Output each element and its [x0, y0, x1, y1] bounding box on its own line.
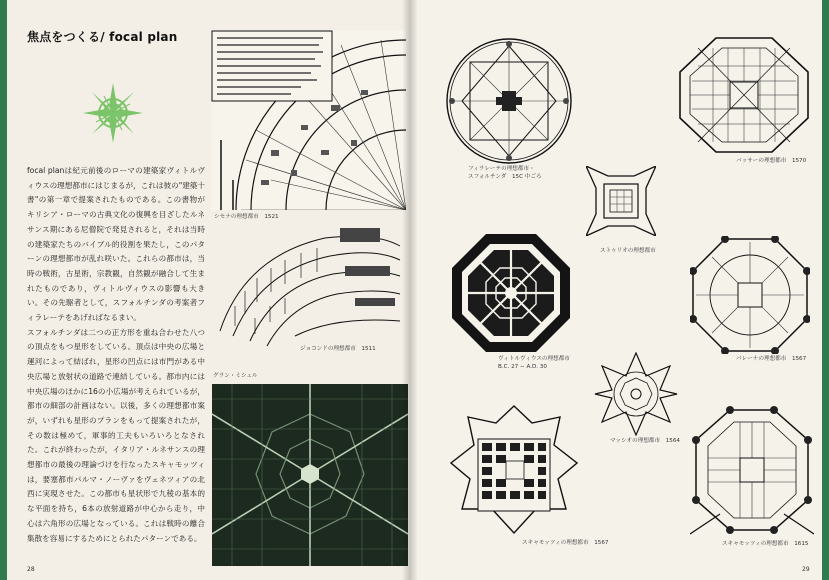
filarete-caption: フィラレーテの理想都市・ スフォルチンダ 15C 中ごろ — [468, 166, 542, 180]
right-edge-strip — [822, 0, 829, 580]
top-right-caption: バッサーの理想都市 1570 — [736, 158, 807, 164]
bottom-left-caption: スキャモッツィの理想都市 1567 — [522, 540, 609, 546]
square-fort-plan-figure — [586, 166, 656, 236]
vitruvius-caption: ヴィトルヴィウスの理想都市 B.C. 27 − A.D. 30 — [498, 356, 570, 370]
vitruvius-plan-figure — [450, 232, 572, 354]
small-star-plan-figure — [594, 352, 678, 436]
body-paragraph-2: スフォルチンダは二つの正方形を重ね合わせた八つの頂点をもつ星形をしている。頂点は中央の広場と運河によって結ばれ，星形の凹点には市門がある中央広場と放射状の道路で連結している。都市内には中央広場のほかに16の小広場が考えられているが，都市の細部の計画はない。以後，多くの理想都市案が，いずれも星形のプランをもって提案されたが，その数は極めて，軍事的工夫もいろいろとなされた。これが終わったが，イタリア・ルネサンスの理想都市の最後の理論づけを行なったスキャモッツィは，要塞都市パルマ・ノーヴァをヴェネツィアの北西に実現させた。この都市も星状形で九稜の基本的な平面を持ち，6本の放射道路が中心から走り，中心は六角形の広場となっている。これは戦時の離合集散を容易にするためにとられたパターンである。 — [27, 327, 205, 543]
ideal-city-map-figure — [211, 30, 406, 210]
compass-rose-emblem-icon — [82, 82, 144, 144]
square-fort-caption: ストゥリオの理想都市 — [600, 248, 656, 254]
left-edge-strip — [0, 0, 7, 580]
perspective-drawing-figure — [215, 226, 405, 354]
left-page — [0, 0, 410, 580]
aerial-photo-figure — [212, 384, 408, 566]
book-gutter — [402, 0, 418, 580]
perspective-caption: ジョコンドの理想都市 1511 — [300, 346, 376, 352]
section-title: 焦点をつくる/ focal plan — [27, 30, 178, 44]
body-text — [27, 164, 205, 546]
right-page-number: 29 — [802, 566, 810, 573]
bottom-right-caption: スキャモッツィの理想都市 1615 — [722, 541, 809, 547]
octagon-plan-top-right-figure — [678, 36, 810, 154]
left-page-number: 28 — [27, 566, 35, 573]
right-page — [410, 0, 829, 580]
right-mid-caption: パレーナの理想都市 1567 — [736, 356, 807, 362]
aerial-label: グラン・ミシェル — [213, 373, 258, 379]
body-paragraph-1: focal planは紀元前後のローマの建築家ヴィトルヴィウスの理想都市にはじまるが，これは彼の"建築十書"の第一章で提案されたものである。この書物がキリシア・ローマの古典文化の復興を目ざしたルネサンス期にある尼僧院で発見されると，それは当時の建築家たちのバイブル的役割を果たし，このパターンの理想都市が乱れ咲いた。これらの都市は，当時の戦術，古星術，宗教観，自然観が融合して生まれたものであり，ヴィトルヴィウスの影響も大きい。その先駆者として，スフォルチンダの考案者フィラレーテをあげればなるまい。 — [27, 166, 205, 323]
filarete-plan-figure — [444, 36, 574, 166]
polygon-fort-bottom-right-figure — [690, 404, 814, 536]
small-star-caption: マッシオの理想都市 1564 — [610, 438, 680, 444]
map-caption: シセナの理想都市 1521 — [214, 214, 279, 220]
star-fort-bottom-left-figure — [450, 405, 578, 535]
octagon-plan-right-mid-figure — [690, 236, 810, 354]
